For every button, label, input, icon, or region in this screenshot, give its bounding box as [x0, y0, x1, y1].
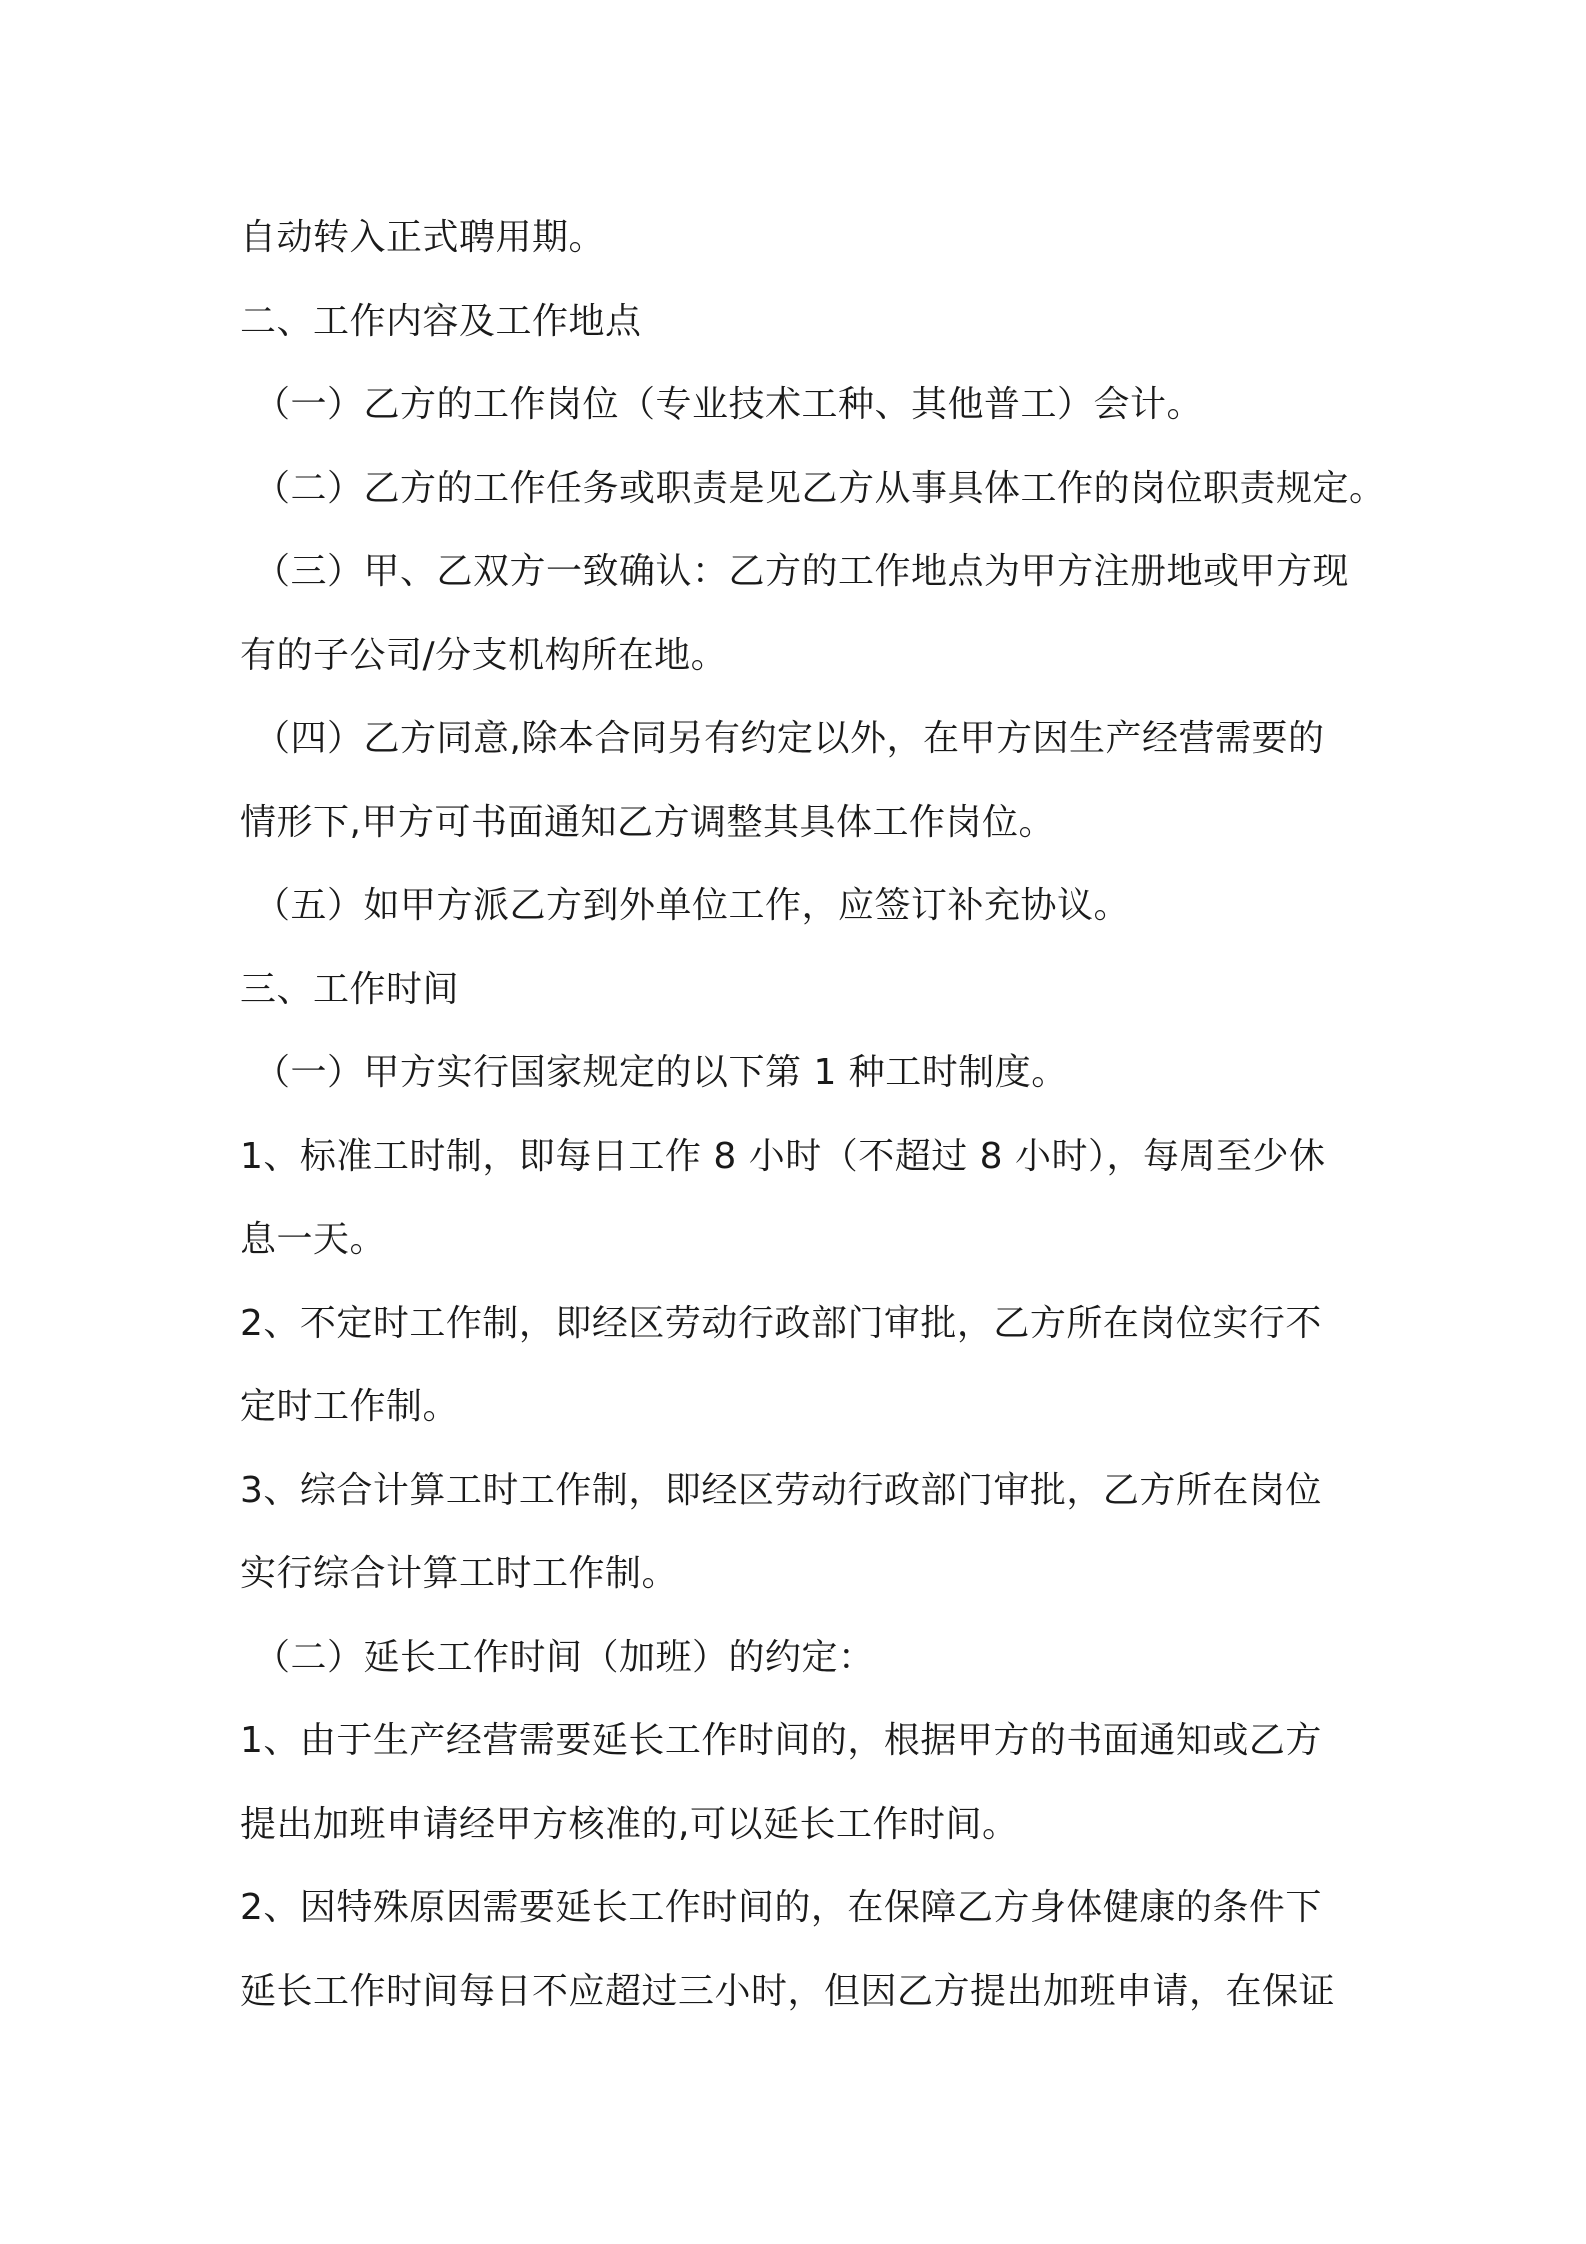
section-heading: 三、工作时间	[240, 968, 460, 1010]
text-line: 提出加班申请经甲方核准的,可以延长工作时间。	[240, 1803, 1019, 1845]
text-line: （二）延长工作时间（加班）的约定：	[254, 1636, 875, 1678]
text-line: 定时工作制。	[240, 1386, 460, 1427]
text-line: 2、不定时工作制，即经区劳动行政部门审批，乙方所在岗位实行不	[240, 1302, 1322, 1344]
text-line: 1、标准工时制，即每日工作 8 小时（不超过 8 小时），每周至少休	[240, 1135, 1326, 1177]
text-line: 自动转入正式聘用期。	[240, 217, 606, 258]
text-line: 息一天。	[240, 1219, 387, 1260]
text-line: （一）乙方的工作岗位（专业技术工种、其他普工）会计。	[254, 384, 1204, 425]
section-heading: 二、工作内容及工作地点	[240, 300, 642, 342]
text-line: 1、由于生产经营需要延长工作时间的，根据甲方的书面通知或乙方	[240, 1720, 1322, 1761]
text-line: 3、综合计算工时工作制，即经区劳动行政部门审批，乙方所在岗位	[240, 1469, 1322, 1511]
text-line: 实行综合计算工时工作制。	[240, 1553, 679, 1594]
text-line: 延长工作时间每日不应超过三小时，但因乙方提出加班申请，在保证	[240, 1970, 1336, 2012]
text-line: 有的子公司/分支机构所在地。	[240, 634, 728, 676]
document-body	[240, 196, 1390, 2033]
text-line: （三）甲、乙双方一致确认：乙方的工作地点为甲方注册地或甲方现	[254, 551, 1350, 592]
text-line: （五）如甲方派乙方到外单位工作，应签订补充协议。	[254, 885, 1131, 926]
text-line: 2、因特殊原因需要延长工作时间的，在保障乙方身体健康的条件下	[240, 1887, 1322, 1928]
text-line: （一）甲方实行国家规定的以下第 1 种工时制度。	[254, 1052, 1068, 1093]
text-line: （四）乙方同意,除本合同另有约定以外，在甲方因生产经营需要的	[254, 718, 1325, 759]
text-line: 情形下,甲方可书面通知乙方调整其具体工作岗位。	[240, 801, 1055, 843]
text-line: （二）乙方的工作任务或职责是见乙方从事具体工作的岗位职责规定。	[254, 467, 1386, 509]
